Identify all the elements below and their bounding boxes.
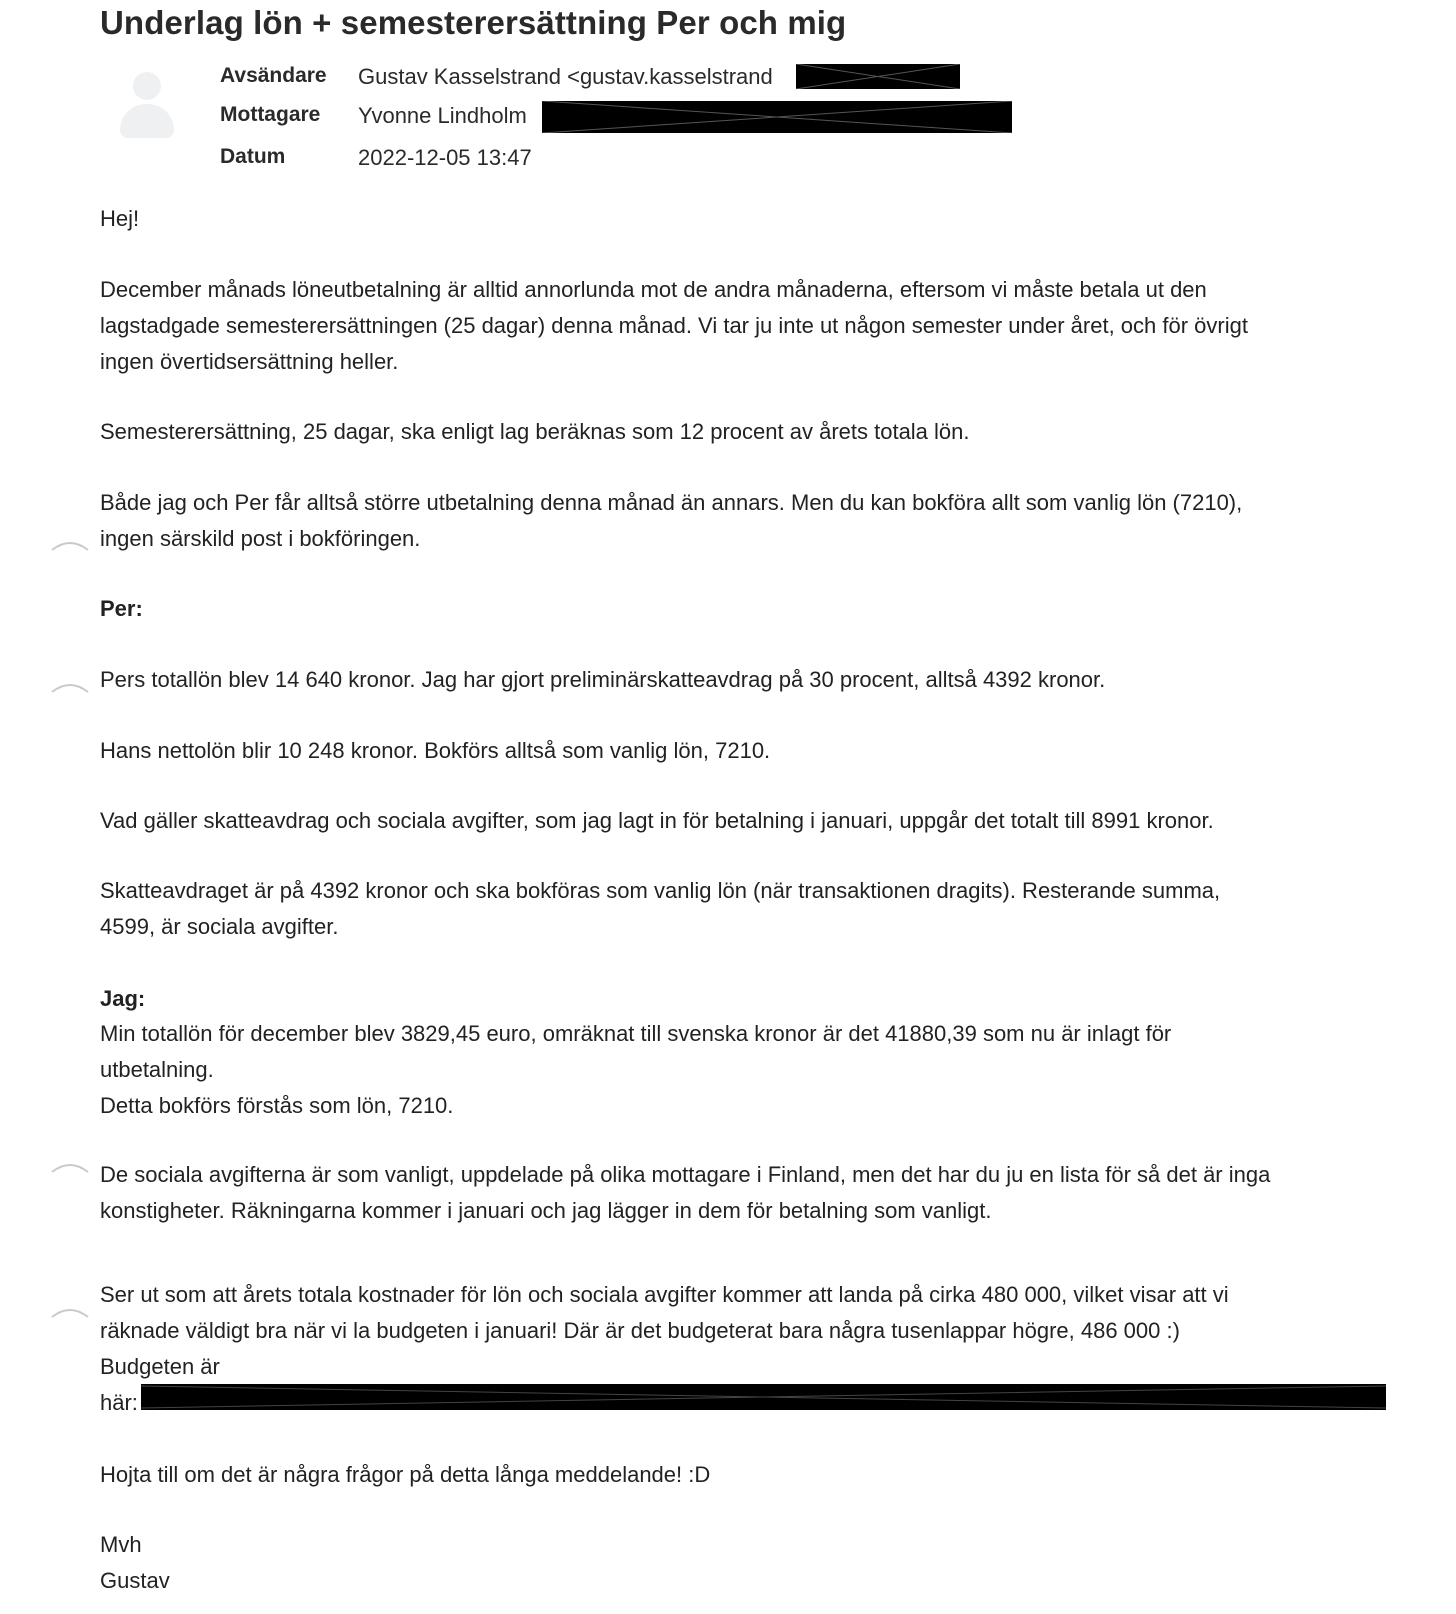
- redaction-sender-email: [796, 64, 960, 89]
- paragraph-per-net: Hans nettolön blir 10 248 kronor. Bokförs alltså som vanlig lön, 7210.: [100, 738, 771, 763]
- redaction-budget-link: [141, 1384, 1386, 1410]
- redaction-recipient-email: [542, 101, 1012, 133]
- scan-mark-icon: [50, 538, 90, 552]
- scan-mark-icon: [50, 680, 90, 694]
- paragraph-booking: Både jag och Per får alltså större utbetalning denna månad än annars. Men du kan bokföra allt som vanlig lön (7210), ingen särskild post i bokföringen.: [100, 490, 1243, 551]
- paragraph-jag-social-fees: De sociala avgifterna är som vanligt, uppdelade på olika mottagare i Finland, men det har du ju en lista för så det är inga konstigheter. Räkningarna kommer i januari och jag lägger in dem för betalning som vanligt.: [100, 1162, 1271, 1223]
- scan-mark-icon: [50, 1160, 90, 1174]
- paragraph-per-tax-total: Vad gäller skatteavdrag och sociala avgifter, som jag lagt in för betalning i januari, uppgår det totalt till 8991 kronor.: [100, 808, 1214, 833]
- sender-label: Avsändare: [220, 64, 327, 87]
- greeting: Hej!: [100, 206, 140, 231]
- date-label: Datum: [220, 145, 286, 168]
- paragraph-per-total: Pers totallön blev 14 640 kronor. Jag har gjort preliminärskatteavdrag på 30 procent, alltså 4392 kronor.: [100, 667, 1106, 692]
- paragraph-per-tax-split: Skatteavdraget är på 4392 kronor och ska bokföras som vanlig lön (när transaktionen dragits). Resterande summa, 4599, är sociala avgifter.: [100, 878, 1221, 939]
- signoff: Mvh Gustav: [100, 1532, 170, 1593]
- date-value: 2022-12-05 13:47: [358, 145, 532, 170]
- sender-avatar-icon: [116, 66, 178, 144]
- paragraph-closing: Hojta till om det är några frågor på detta långa meddelande! :D: [100, 1462, 711, 1487]
- paragraph-intro: December månads löneutbetalning är alltid annorlunda mot de andra månaderna, eftersom vi måste betala ut den lagstadgade semesterersättningen (25 dagar) denna månad. Vi tar ju inte ut någon semester under året, och för övrigt ingen övertidsersättning heller.: [100, 277, 1248, 374]
- heading-per: Per:: [100, 596, 143, 621]
- paragraph-vacation-rule: Semesterersättning, 25 dagar, ska enligt lag beräknas som 12 procent av årets totala lön.: [100, 419, 970, 444]
- paragraph-budget: Ser ut som att årets totala kostnader för lön och sociala avgifter kommer att landa på cirka 480 000, vilket visar att vi räknade väldigt bra när vi la budgeten i januari! Där är det budgeterat bara några tusenlappar högre, 486 000 :) Budgeten är här:: [100, 1282, 1229, 1415]
- sender-value: Gustav Kasselstrand <gustav.kasselstrand: [358, 64, 773, 89]
- scan-mark-icon: [50, 1305, 90, 1319]
- heading-jag: Jag:: [100, 986, 146, 1011]
- recipient-label: Mottagare: [220, 103, 321, 126]
- recipient-value: Yvonne Lindholm: [358, 103, 527, 128]
- paragraph-jag-salary: Min totallön för december blev 3829,45 euro, omräknat till svenska kronor är det 41880,39 som nu är inlagt för utbetalning. Detta bokförs förstås som lön, 7210.: [100, 1021, 1172, 1118]
- email-subject: Underlag lön + semesterersättning Per och mig: [100, 4, 847, 41]
